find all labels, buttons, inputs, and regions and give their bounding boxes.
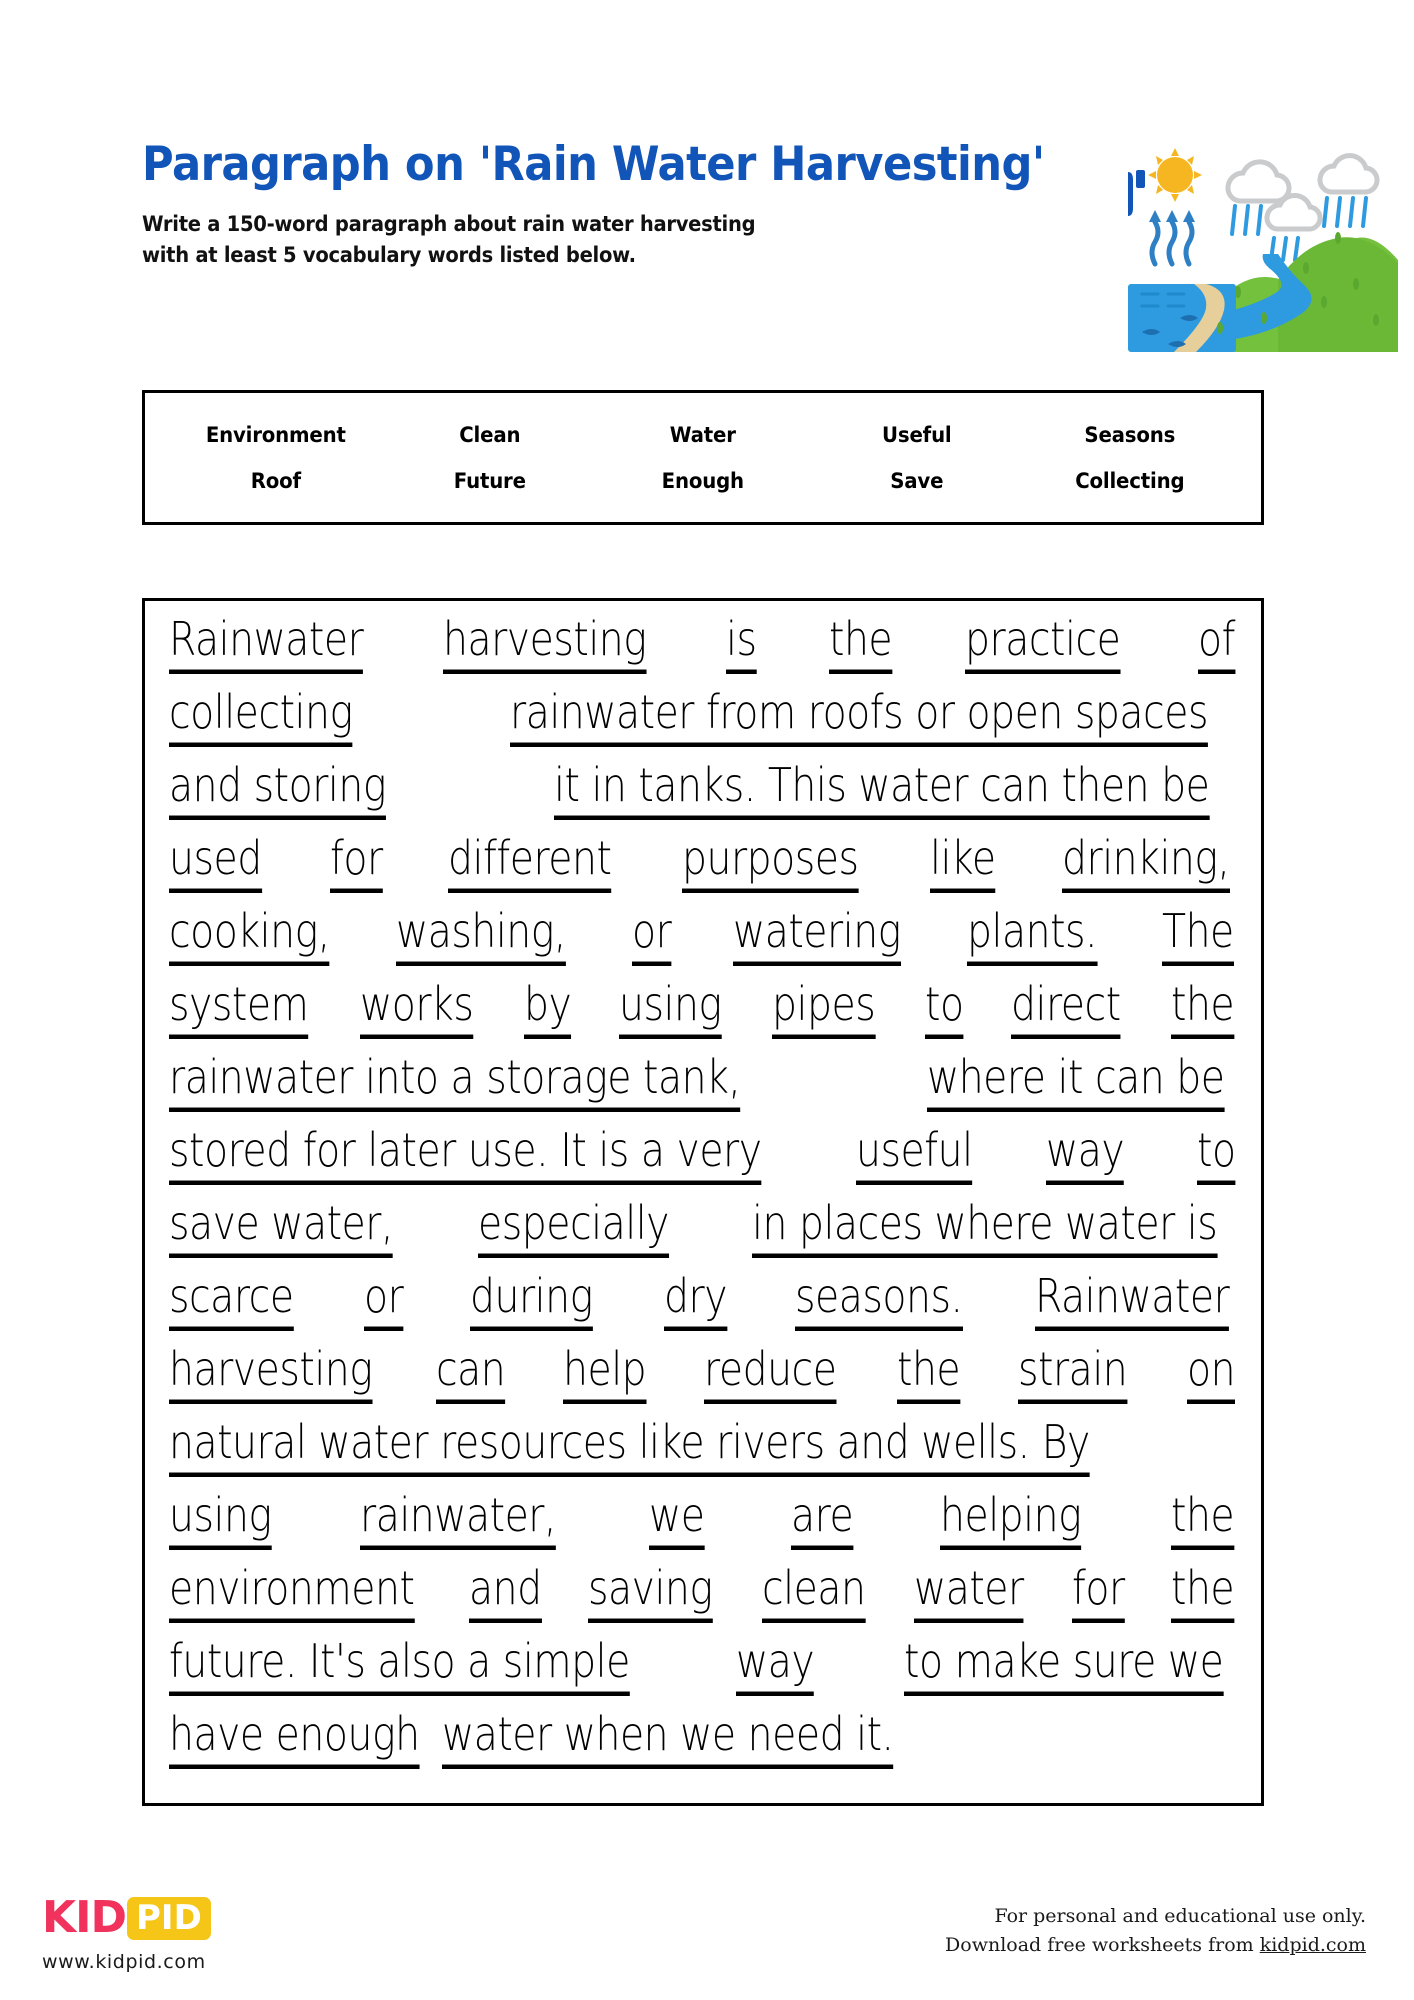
answer-line <box>169 1707 1237 1787</box>
answer-line <box>169 1415 1237 1495</box>
answer-word: during <box>470 1269 593 1331</box>
water-cycle-illustration <box>1128 142 1398 352</box>
answer-word: rainwater from roofs or open spaces <box>510 685 1208 747</box>
answer-word: the <box>1171 1561 1234 1623</box>
answer-word: of <box>1198 612 1235 674</box>
answer-word: direct <box>1011 977 1121 1039</box>
answer-line <box>169 1123 1237 1203</box>
answer-word: watering <box>733 904 901 966</box>
answer-word: different <box>448 831 611 893</box>
answer-word: pipes <box>772 977 875 1039</box>
answer-word: rainwater, <box>360 1488 556 1550</box>
logo-website-url: www.kidpid.com <box>42 1951 206 1973</box>
answer-line <box>169 1561 1237 1641</box>
answer-line <box>169 685 1237 765</box>
worksheet-instructions <box>142 209 1193 270</box>
vocabulary-row-1 <box>145 423 1261 447</box>
vocabulary-word: Enough <box>661 468 745 493</box>
answer-word: or <box>364 1269 403 1331</box>
evaporation-arrows-icon <box>1152 222 1192 264</box>
answer-word: to <box>925 977 964 1039</box>
answer-word: natural water resources like rivers and wells. By <box>169 1415 1090 1477</box>
answer-line <box>169 758 1237 838</box>
answer-word: the <box>1171 977 1234 1039</box>
answer-word: where it can be <box>927 1050 1224 1112</box>
answer-word: are <box>791 1488 853 1550</box>
vocabulary-word-bank <box>142 390 1264 525</box>
evaporation-arrowheads-icon <box>1149 210 1195 222</box>
answer-line <box>169 1488 1237 1568</box>
vocabulary-word: Save <box>890 468 944 493</box>
answer-word: rainwater into a storage tank, <box>169 1050 740 1112</box>
answer-word: purposes <box>682 831 859 893</box>
answer-word: especially <box>478 1196 669 1258</box>
answer-word: strain <box>1018 1342 1127 1404</box>
answer-word: drinking, <box>1062 831 1230 893</box>
answer-word: or <box>632 904 671 966</box>
answer-word: using <box>619 977 722 1039</box>
logo-kid-text: KID <box>42 1892 126 1943</box>
answer-word: cooking, <box>169 904 330 966</box>
answer-line <box>169 1342 1237 1422</box>
answer-word: using <box>169 1488 272 1550</box>
answer-word: dry <box>664 1269 727 1331</box>
answer-word: the <box>897 1342 960 1404</box>
answer-word: plants. <box>967 904 1097 966</box>
answer-line <box>169 977 1237 1057</box>
footer-note-line-1: For personal and educational use only. <box>994 1905 1366 1927</box>
answer-word: like <box>930 831 996 893</box>
vocabulary-word: Useful <box>881 422 952 447</box>
answer-word: way <box>736 1634 814 1696</box>
answer-word: collecting <box>169 685 353 747</box>
answer-word: and <box>469 1561 542 1623</box>
answer-word: Rainwater <box>1035 1269 1229 1331</box>
answer-word: it in tanks. This water can then be <box>554 758 1209 820</box>
vocabulary-word: Future <box>453 468 526 493</box>
answer-line <box>169 1634 1237 1714</box>
sun-icon <box>1148 148 1202 202</box>
vocabulary-word: Water <box>669 422 736 447</box>
answer-word: for <box>330 831 383 893</box>
vocabulary-word: Roof <box>250 468 301 493</box>
cloud-icon-left <box>1228 162 1289 201</box>
answer-word: the <box>1171 1488 1234 1550</box>
answer-word: can <box>436 1342 505 1404</box>
footer-note-prefix: Download free worksheets from <box>945 1934 1260 1957</box>
answer-word: we <box>649 1488 704 1550</box>
logo-pid-badge: PID <box>127 1897 211 1940</box>
answer-word: works <box>360 977 473 1039</box>
answer-word: clean <box>762 1561 865 1623</box>
answer-word: is <box>726 612 756 674</box>
vocabulary-word: Environment <box>205 422 346 447</box>
answer-word: for <box>1072 1561 1125 1623</box>
answer-word: system <box>169 977 308 1039</box>
answer-word: helping <box>940 1488 1081 1550</box>
answer-word: environment <box>169 1561 414 1623</box>
instruction-line-1: Write a 150-word paragraph about rain water harvesting <box>142 212 756 237</box>
vocabulary-word: Clean <box>458 422 520 447</box>
answer-word: water when we need it. <box>442 1707 894 1769</box>
answer-word: harvesting <box>443 612 646 674</box>
answer-line <box>169 612 1237 692</box>
answer-word: and storing <box>169 758 386 820</box>
answer-word: way <box>1046 1123 1124 1185</box>
answer-word: seasons. <box>795 1269 963 1331</box>
worksheet-header <box>142 137 1272 270</box>
answer-line <box>169 1050 1237 1130</box>
kidpid-logo <box>42 1892 342 1973</box>
answer-word: to <box>1197 1123 1236 1185</box>
answer-word: save water, <box>169 1196 393 1258</box>
vocabulary-word: Collecting <box>1075 468 1185 493</box>
answer-line <box>169 904 1237 984</box>
answer-word: reduce <box>704 1342 836 1404</box>
answer-word: Rainwater <box>169 612 363 674</box>
blue-marker-icon <box>1128 170 1145 216</box>
cloud-icon-right <box>1320 156 1377 192</box>
answer-word: in places where water is <box>752 1196 1217 1258</box>
answer-line <box>169 1196 1237 1276</box>
answer-word: by <box>524 977 571 1039</box>
paragraph-answer-area[interactable] <box>142 598 1264 1806</box>
answer-word: future. It's also a simple <box>169 1634 630 1696</box>
answer-word: washing, <box>396 904 566 966</box>
answer-word: saving <box>588 1561 713 1623</box>
answer-word: the <box>829 612 892 674</box>
answer-word: scarce <box>169 1269 294 1331</box>
instruction-line-2: with at least 5 vocabulary words listed below. <box>142 242 636 267</box>
answer-line <box>169 1269 1237 1349</box>
footer-note-line-2 <box>945 1931 1366 1960</box>
answer-word: stored for later use. It is a very <box>169 1123 762 1185</box>
answer-word: water <box>914 1561 1024 1623</box>
answer-word: The <box>1162 904 1234 966</box>
answer-word: have enough <box>169 1707 420 1769</box>
answer-word: harvesting <box>169 1342 372 1404</box>
answer-line <box>169 831 1237 911</box>
answer-word: used <box>169 831 262 893</box>
answer-word: practice <box>965 612 1120 674</box>
answer-word: to make sure we <box>904 1634 1223 1696</box>
kidpid-link[interactable]: kidpid.com <box>1259 1934 1366 1957</box>
answer-word: on <box>1187 1342 1235 1404</box>
answer-word: useful <box>856 1123 973 1185</box>
answer-word: help <box>563 1342 646 1404</box>
vocabulary-row-2 <box>145 469 1261 493</box>
vocabulary-word: Seasons <box>1084 422 1176 447</box>
page-title: Paragraph on 'Rain Water Harvesting' <box>142 137 1045 192</box>
footer-usage-note <box>945 1902 1366 1961</box>
